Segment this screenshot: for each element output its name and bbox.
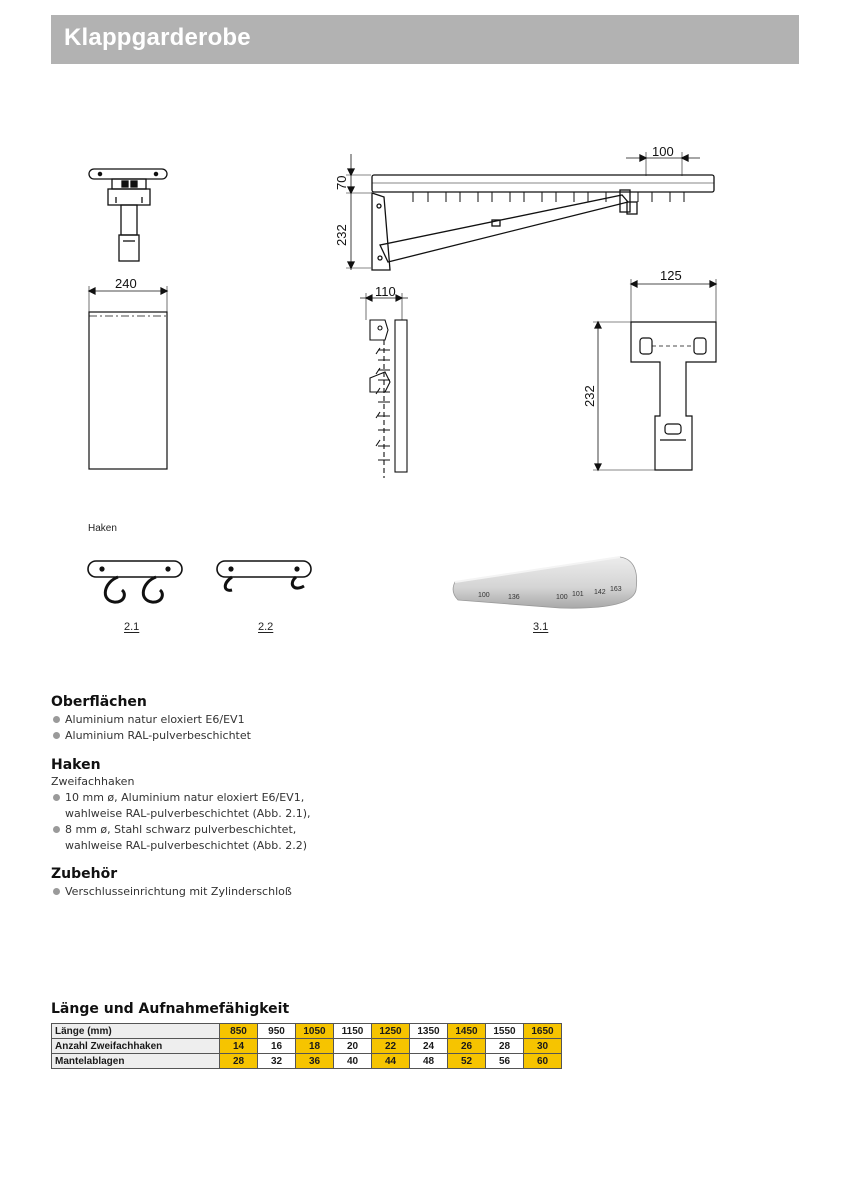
table-cell: 36 bbox=[296, 1054, 334, 1069]
bullet-icon bbox=[53, 716, 60, 723]
table-cell: 1150 bbox=[334, 1024, 372, 1039]
hook-2-1-drawing bbox=[88, 561, 182, 602]
table-cell: 30 bbox=[524, 1039, 562, 1054]
table-cell: 44 bbox=[372, 1054, 410, 1069]
fig-2-1: 2.1 bbox=[124, 621, 140, 633]
table-cell: 1050 bbox=[296, 1024, 334, 1039]
bullet-icon bbox=[53, 732, 60, 739]
table-row bbox=[52, 1024, 562, 1039]
dim-232-side: 232 bbox=[334, 224, 349, 246]
page-title: Klappgarderobe bbox=[64, 24, 251, 51]
table-cell: 22 bbox=[372, 1039, 410, 1054]
table-cell: 850 bbox=[220, 1024, 258, 1039]
front-view bbox=[360, 293, 408, 478]
dim-110: 110 bbox=[375, 284, 396, 299]
surfaces-section bbox=[51, 694, 251, 744]
table-cell: 56 bbox=[486, 1054, 524, 1069]
table-cell: 28 bbox=[220, 1054, 258, 1069]
table-cell: 14 bbox=[220, 1039, 258, 1054]
profile-label-142: 142 bbox=[594, 589, 606, 596]
bracket-view bbox=[593, 279, 716, 470]
shelf-profile-3-1 bbox=[453, 557, 637, 608]
profile-label-136: 136 bbox=[508, 594, 520, 601]
table-cell: 28 bbox=[486, 1039, 524, 1054]
bracket-top-view bbox=[89, 169, 167, 261]
dim-70: 70 bbox=[334, 175, 349, 190]
surface-item: Aluminium natur eloxiert E6/EV1 bbox=[51, 712, 251, 728]
bullet-icon bbox=[53, 888, 60, 895]
table-cell: 18 bbox=[296, 1039, 334, 1054]
fig-2-2: 2.2 bbox=[258, 621, 274, 633]
profile-label-163: 163 bbox=[610, 586, 622, 593]
table-row-label: Mantelablagen bbox=[52, 1054, 220, 1069]
accessories-title: Zubehör bbox=[51, 866, 118, 882]
haken-title: Haken bbox=[51, 757, 101, 773]
table-cell: 1450 bbox=[448, 1024, 486, 1039]
profile-label-101: 101 bbox=[572, 591, 584, 598]
bullet-icon bbox=[53, 794, 60, 801]
surfaces-title: Oberflächen bbox=[51, 694, 147, 710]
table-cell: 1250 bbox=[372, 1024, 410, 1039]
haken-section bbox=[51, 757, 311, 854]
table-cell: 32 bbox=[258, 1054, 296, 1069]
table-cell: 20 bbox=[334, 1039, 372, 1054]
table-cell: 1550 bbox=[486, 1024, 524, 1039]
haken-subtitle: Zweifachhaken bbox=[51, 775, 135, 788]
table-row-label: Länge (mm) bbox=[52, 1024, 220, 1039]
accessories-section bbox=[51, 866, 292, 900]
fig-3-1: 3.1 bbox=[533, 621, 549, 633]
table-row bbox=[52, 1054, 562, 1069]
table-cell: 26 bbox=[448, 1039, 486, 1054]
accessory-item: Verschlusseinrichtung mit Zylinderschloß bbox=[51, 884, 292, 900]
table-cell: 48 bbox=[410, 1054, 448, 1069]
dim-100: 100 bbox=[652, 144, 674, 159]
haken-item: 10 mm ø, Aluminium natur eloxiert E6/EV1, wahlweise RAL-pulverbeschichtet (Abb. 2.1), bbox=[51, 790, 311, 822]
table-row-label: Anzahl Zweifachhaken bbox=[52, 1039, 220, 1054]
hooks-caption: Haken bbox=[88, 523, 117, 534]
table-cell: 16 bbox=[258, 1039, 296, 1054]
dim-232-bracket: 232 bbox=[582, 385, 597, 407]
table-cell: 24 bbox=[410, 1039, 448, 1054]
profile-label-100b: 100 bbox=[556, 594, 568, 601]
table-cell: 40 bbox=[334, 1054, 372, 1069]
table-cell: 950 bbox=[258, 1024, 296, 1039]
dim-240: 240 bbox=[115, 276, 137, 291]
side-view bbox=[346, 152, 714, 270]
table-cell: 1650 bbox=[524, 1024, 562, 1039]
capacity-title: Länge und Aufnahmefähigkeit bbox=[51, 1001, 290, 1017]
table-cell: 60 bbox=[524, 1054, 562, 1069]
bullet-icon bbox=[53, 826, 60, 833]
table-cell: 52 bbox=[448, 1054, 486, 1069]
capacity-table bbox=[51, 1023, 562, 1069]
table-cell: 1350 bbox=[410, 1024, 448, 1039]
surface-item: Aluminium RAL-pulverbeschichtet bbox=[51, 728, 251, 744]
profile-label-100: 100 bbox=[478, 592, 490, 599]
dim-125: 125 bbox=[660, 268, 682, 283]
shelf-plan-view bbox=[89, 286, 167, 469]
table-row bbox=[52, 1039, 562, 1054]
hook-2-2-drawing bbox=[217, 561, 311, 590]
haken-item: 8 mm ø, Stahl schwarz pulverbeschichtet, wahlweise RAL-pulverbeschichtet (Abb. 2.2) bbox=[51, 822, 311, 854]
